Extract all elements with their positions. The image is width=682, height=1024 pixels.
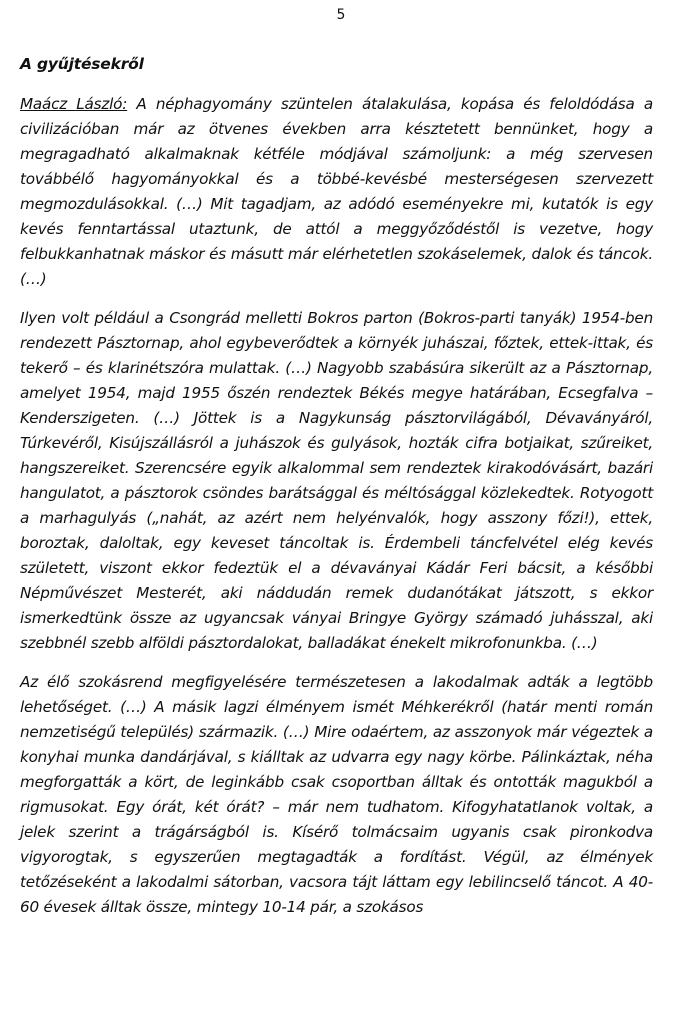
page-number: 5 xyxy=(336,7,346,23)
page-body xyxy=(20,52,653,934)
paragraph-2: Ilyen volt például a Csongrád melletti Bokros parton (Bokros-parti tanyák) 1954-ben rendezett Pásztornap, ahol egybeverődtek a környék juhászai, főztek, ettek-ittak, és tekerő – és klarinétszóra mulattak. (…) Nagyobb szabásúra sikerült az a Pásztornap, amelyet 1954, majd 1955 őszén rendeztek Békés megye határában, Ecsegfalva – Kenderszigeten. (…) Jöttek is a Nagykunság pásztorvilágából, Dévaványáról, Túrkevéről, Kisújszállásról a juhászok és gulyások, hozták cifra botjaikat, szűreiket, hangszereiket. Szerencsére egyik alkalommal sem rendeztek kirakodóvásárt, bazári hangulatot, a pásztorok csöndes barátsággal és méltósággal közlekedtek. Rotyogott a marhagulyás („nahát, az azért nem helyénvalók, hogy asszony főzi!), ettek, boroztak, daloltak, egy keveset táncoltak is. Érdembeli táncfelvétel elég kevés született, viszont ekkor fedeztük el a dévaványai Kádár Feri bácsit, a későbbi Népművészet Mesterét, aki náddudán remek dudanótákat játszott, s ekkor ismerkedtünk össze az ugyancsak ványai Bringye György számadó juhásszal, aki szebbnél szebb alföldi pásztordalokat, balladákat énekelt mikrofonunkba. (…) xyxy=(20,309,653,652)
author-name: Maácz László: xyxy=(20,95,128,113)
section-title: A gyűjtésekről xyxy=(20,55,144,73)
paragraph-1 xyxy=(20,92,653,292)
paragraph-1-text: A néphagyomány szüntelen átalakulása, kopása és feloldódása a civilizációban már az ötvenes években arra késztetett bennünket, hogy a megragadható alkalmaknak kétféle módjával számoljunk: a még szervesen továbbélő hagyományokkal és a többé-kevésbé mesterségesen szervezett megmozdulásokkal. (…) Mit tagadjam, az adódó eseményekre mi, kutatók is egy kevés fenntartással utaztunk, de attól a meggyőződéstől is vezetve, hogy felbukkanhatnak máskor és másutt már elérhetetlen szokáselemek, dalok és táncok. (…) xyxy=(20,95,653,288)
paragraph-3: Az élő szokásrend megfigyelésére természetesen a lakodalmak adták a legtöbb lehetőséget. (…) A másik lagzi élményem ismét Méhkerékről (határ menti román nemzetiségű település) származik. (…) Mire odaértem, az asszonyok már végeztek a konyhai munka dandárjával, s kiálltak az udvarra egy nagy körbe. Pálinkáztak, néha megforgatták a kört, de leginkább csak csoportban álltak és ontották magukból a rigmusokat. Egy órát, két órát? – már nem tudhatom. Kifogyhatatlanok voltak, a jelek szerint a trágárságból is. Kísérő tolmácsaim ugyanis csak pironkodva vigyorogtak, s egyszerűen megtagadták a fordítást. Végül, az élmények tetőzéseként a lakodalmi sátorban, vacsora tájt láttam egy lebilincselő táncot. A 40-60 évesek álltak össze, mintegy 10-14 pár, a szokásos xyxy=(20,673,653,916)
